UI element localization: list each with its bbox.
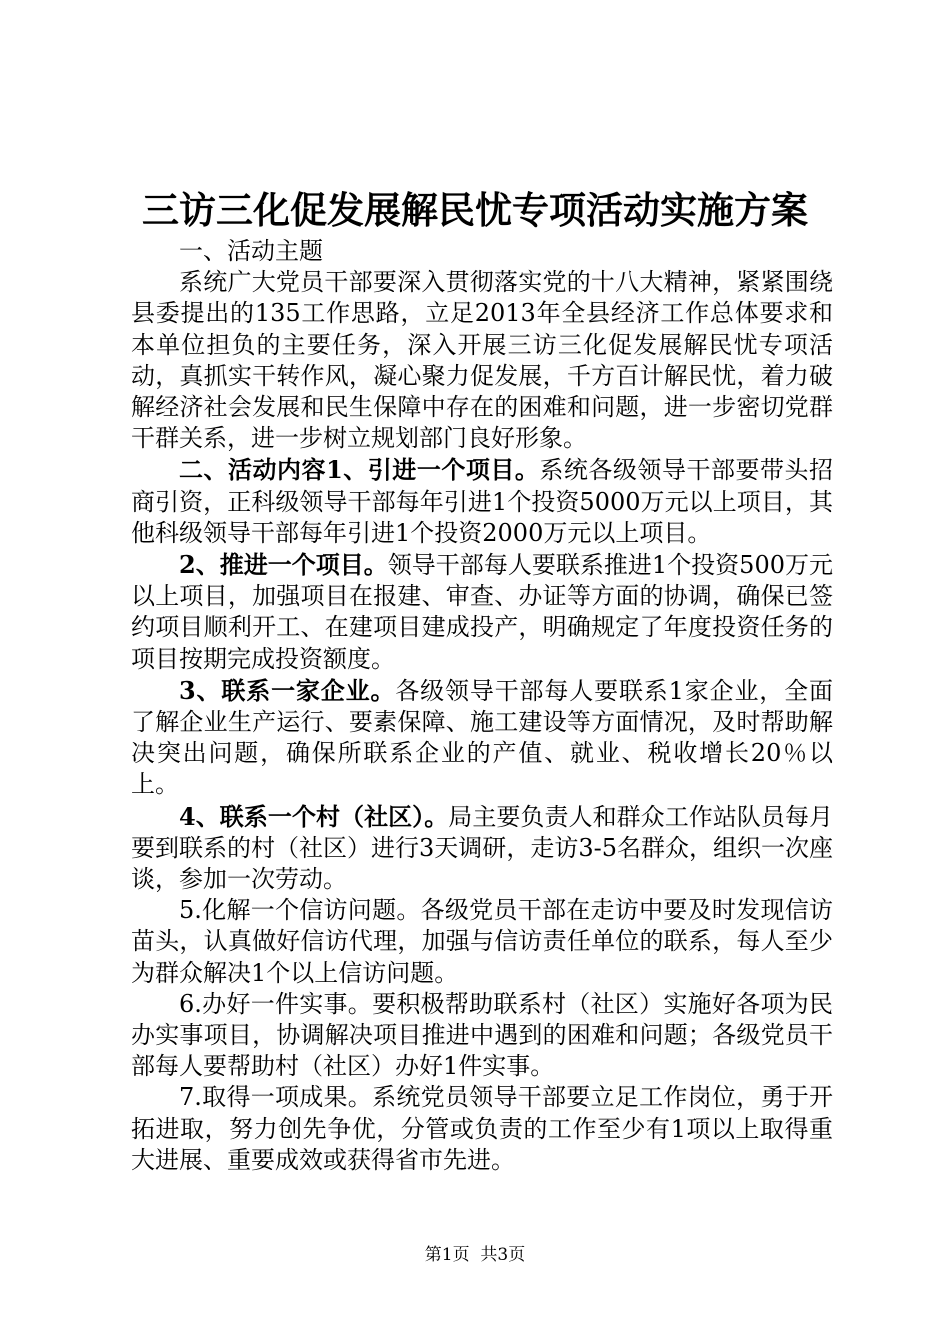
item-2-heading: 2、推进一个项目。 bbox=[179, 550, 388, 580]
item-7-text: 7.取得一项成果。系统党员领导干部要立足工作岗位，勇于开拓进取，努力创先争优，分管或负责的工作至少有1项以上取得重大进展、重要成效或获得省市先进。 bbox=[131, 1083, 833, 1174]
paragraph-item-7 bbox=[131, 1082, 833, 1176]
section-1-heading: 一、活动主题 bbox=[179, 237, 323, 265]
item-3-text: 各级领导干部每人要联系1家企业，全面了解企业生产运行、要素保障、施工建设等方面情况，及时帮助解决突出问题，确保所联系企业的产值、就业、税收增长20％以上。 bbox=[131, 676, 833, 799]
paragraph-item-4 bbox=[131, 801, 833, 896]
footer-spacer bbox=[470, 1245, 481, 1265]
page-number-current: 第1页 bbox=[424, 1245, 470, 1265]
paragraph-theme bbox=[131, 267, 833, 454]
paragraph-item-3 bbox=[131, 675, 833, 801]
document-body bbox=[131, 236, 833, 1176]
section-heading-theme bbox=[131, 236, 833, 267]
section-2-heading: 二、活动内容 bbox=[179, 455, 327, 485]
item-3-heading: 3、联系一家企业。 bbox=[179, 675, 396, 705]
item-5-text: 5.化解一个信访问题。各级党员干部在走访中要及时发现信访苗头，认真做好信访代理，加强与信访责任单位的联系，每人至少为群众解决1个以上信访问题。 bbox=[131, 896, 833, 987]
item-1-heading: 1、引进一个项目。 bbox=[326, 455, 540, 485]
section-1-text: 系统广大党员干部要深入贯彻落实党的十八大精神，紧紧围绕县委提出的135工作思路，立足2013年全县经济工作总体要求和本单位担负的主要任务，深入开展三访三化促发展解民忧专项活动，真抓实干转作风，凝心聚力促发展，千方百计解民忧，着力破解经济社会发展和民生保障中存在的困难和问题，进一步密切党群干群关系，进一步树立规划部门良好形象。 bbox=[131, 268, 833, 453]
item-4-heading: 4、联系一个村（社区）。 bbox=[179, 801, 449, 831]
paragraph-item-1 bbox=[131, 454, 833, 549]
page-footer bbox=[0, 1243, 950, 1267]
item-2-text: 领导干部每人要联系推进1个投资500万元以上项目，加强项目在报建、审查、办证等方面的协调，确保已签约项目顺利开工、在建项目建成投产，明确规定了年度投资任务的项目按期完成投资额度。 bbox=[131, 551, 834, 673]
paragraph-item-6 bbox=[131, 989, 833, 1083]
paragraph-item-2 bbox=[131, 549, 833, 675]
document-title: 三访三化促发展解民忧专项活动实施方案 bbox=[142, 188, 808, 232]
item-4-text: 局主要负责人和群众工作站队员每月要到联系的村（社区）进行3天调研，走访3-5名群众，组织一次座谈，参加一次劳动。 bbox=[131, 802, 834, 894]
page-number-total: 共3页 bbox=[480, 1245, 526, 1265]
item-1-text: 系统各级领导干部要带头招商引资，正科级领导干部每年引进1个投资5000万元以上项目，其他科级领导干部每年引进1个投资2000万元以上项目。 bbox=[131, 456, 834, 547]
item-6-text: 6.办好一件实事。要积极帮助联系村（社区）实施好各项为民办实事项目，协调解决项目推进中遇到的困难和问题；各级党员干部每人要帮助村（社区）办好1件实事。 bbox=[131, 989, 833, 1081]
paragraph-item-5 bbox=[131, 895, 833, 989]
